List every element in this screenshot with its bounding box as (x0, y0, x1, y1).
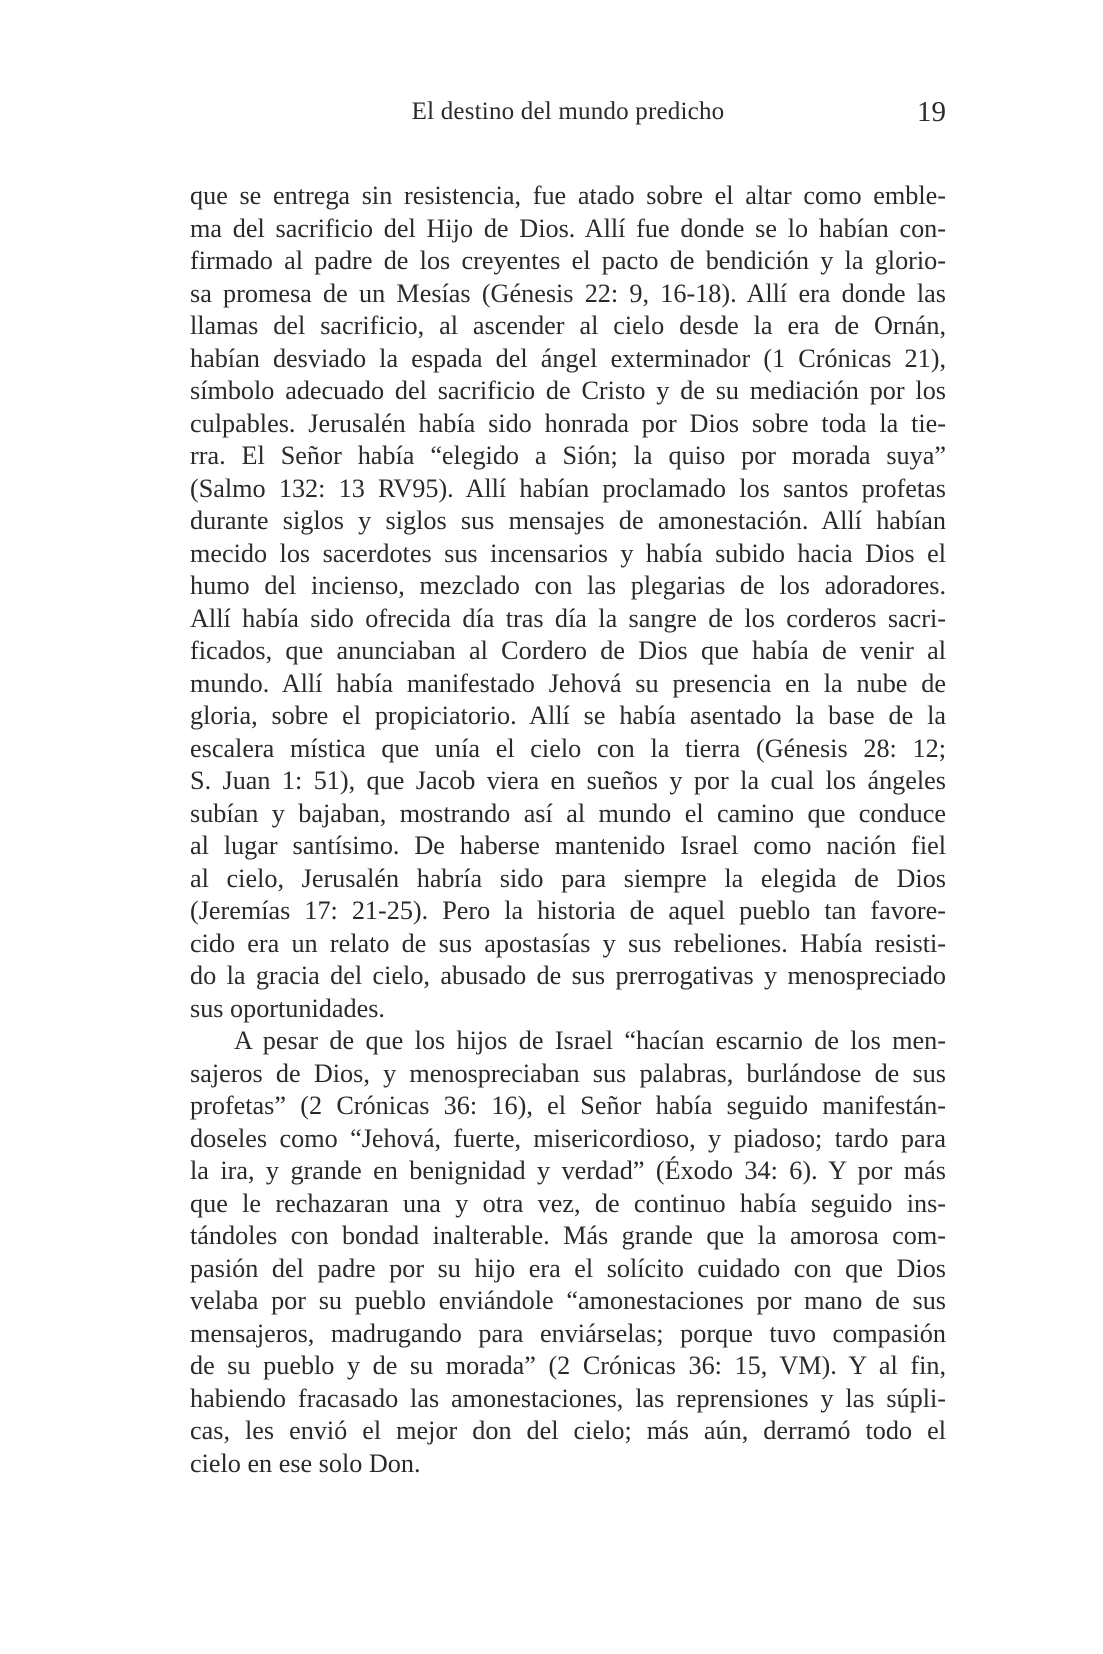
text-line: ficados, que anunciaban al Cordero de Dios que había de venir al (190, 636, 946, 665)
text-line: S. Juan 1: 51), que Jacob viera en sueños y por la cual los ángeles (190, 766, 946, 795)
text-line: sa promesa de un Mesías (Génesis 22: 9, 16-18). Allí era donde las (190, 278, 946, 308)
paragraph-1 (190, 180, 946, 1025)
page-number: 19 (917, 96, 946, 128)
text-line: firmado al padre de los creyentes el pacto de bendición y la glorio- (190, 246, 946, 275)
text-line: A pesar de que los hijos de Israel “hacían escarnio de los men- (234, 1026, 946, 1055)
text-line: sajeros de Dios, y menospreciaban sus palabras, burlándose de sus (190, 1058, 946, 1088)
text-line: velaba por su pueblo enviándole “amonestaciones por mano de sus (190, 1286, 946, 1315)
text-line: cido era un relato de sus apostasías y sus rebeliones. Había resisti- (190, 928, 946, 958)
paragraph-2 (190, 1025, 946, 1480)
text-line: Allí había sido ofrecida día tras día la sangre de los corderos sacri- (190, 603, 946, 633)
text-line: llamas del sacrificio, al ascender al cielo desde la era de Ornán, (190, 311, 946, 340)
text-line: habían desviado la espada del ángel exterminador (1 Crónicas 21), (190, 343, 946, 373)
text-line: al cielo, Jerusalén habría sido para siempre la elegida de Dios (190, 863, 946, 893)
text-line: escalera mística que unía el cielo con la tierra (Génesis 28: 12; (190, 733, 946, 763)
text-line: cas, les envió el mejor don del cielo; más aún, derramó todo el (190, 1416, 946, 1445)
text-line: mensajeros, madrugando para enviárselas; porque tuvo compasión (190, 1318, 946, 1348)
running-head (190, 98, 946, 132)
text-line: gloria, sobre el propiciatorio. Allí se había asentado la base de la (190, 701, 946, 730)
text-line: (Salmo 132: 13 RV95). Allí habían proclamado los santos profetas (190, 473, 946, 503)
text-line: doseles como “Jehová, fuerte, misericordioso, y piadoso; tardo para (190, 1123, 946, 1153)
text-line: (Jeremías 17: 21-25). Pero la historia de aquel pueblo tan favore- (190, 896, 946, 925)
text-line: la ira, y grande en benignidad y verdad” (Éxodo 34: 6). Y por más (190, 1156, 946, 1185)
body-text (190, 180, 946, 1480)
text-line: símbolo adecuado del sacrificio de Cristo y de su mediación por los (190, 376, 946, 405)
text-line: humo del incienso, mezclado con las plegarias de los adoradores. (190, 571, 946, 600)
text-line: rra. El Señor había “elegido a Sión; la quiso por morada suya” (190, 441, 946, 470)
text-line: sus oportunidades. (190, 993, 385, 1023)
text-line: ma del sacrificio del Hijo de Dios. Allí fue donde se lo habían con- (190, 213, 946, 243)
text-line: habiendo fracasado las amonestaciones, las reprensiones y las súpli- (190, 1383, 946, 1413)
text-line: subían y bajaban, mostrando así al mundo el camino que conduce (190, 798, 946, 828)
text-line: culpables. Jerusalén había sido honrada por Dios sobre toda la tie- (190, 408, 946, 438)
text-line: do la gracia del cielo, abusado de sus prerrogativas y menospreciado (190, 961, 946, 990)
text-line: cielo en ese solo Don. (190, 1448, 421, 1478)
text-line: mecido los sacerdotes sus incensarios y había subido hacia Dios el (190, 538, 946, 568)
running-title: El destino del mundo predicho (411, 98, 725, 125)
text-line: tándoles con bondad inalterable. Más grande que la amorosa com- (190, 1221, 946, 1250)
text-line: de su pueblo y de su morada” (2 Crónicas 36: 15, VM). Y al fin, (190, 1351, 946, 1380)
text-line: mundo. Allí había manifestado Jehová su presencia en la nube de (190, 668, 946, 698)
text-line: durante siglos y siglos sus mensajes de amonestación. Allí habían (190, 506, 946, 535)
text-line: profetas” (2 Crónicas 36: 16), el Señor había seguido manifestán- (190, 1091, 946, 1120)
text-line: pasión del padre por su hijo era el solícito cuidado con que Dios (190, 1253, 946, 1283)
text-line: al lugar santísimo. De haberse mantenido Israel como nación fiel (190, 831, 946, 860)
text-line: que le rechazaran una y otra vez, de continuo había seguido ins- (190, 1188, 946, 1218)
text-line: que se entrega sin resistencia, fue atado sobre el altar como emble- (190, 181, 946, 210)
